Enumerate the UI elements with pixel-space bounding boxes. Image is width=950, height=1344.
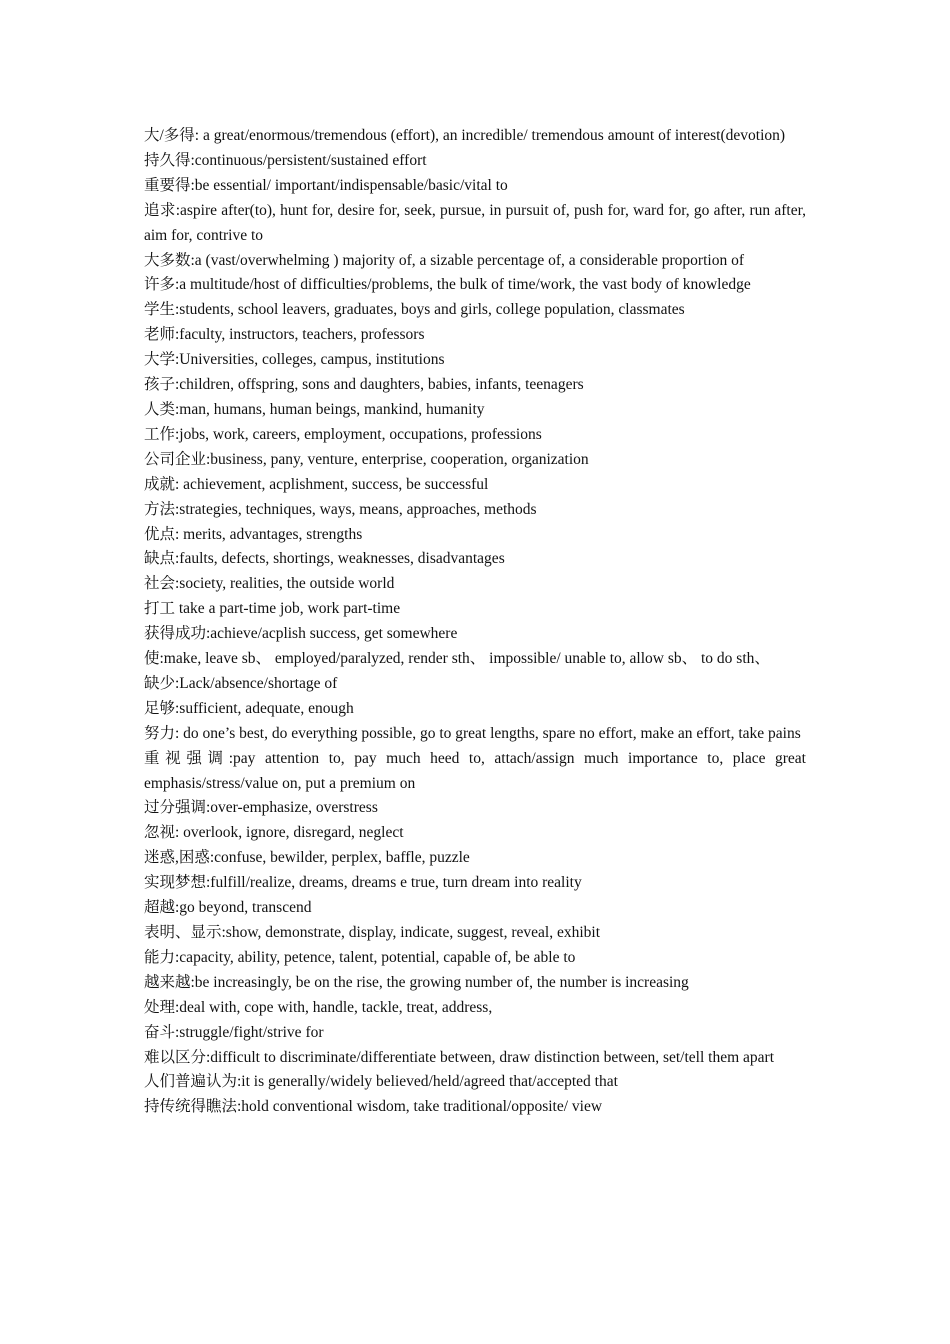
- vocab-entry: 奋斗:struggle/fight/strive for: [144, 1023, 324, 1041]
- vocab-entry: 实现梦想:fulfill/realize, dreams, dreams e true, turn dream into reality: [144, 874, 582, 892]
- vocab-entry: 人们普遍认为:it is generally/widely believed/held/agreed that/accepted that: [144, 1073, 618, 1091]
- vocabulary-list: [144, 124, 806, 1120]
- vocab-entry: 能力:capacity, ability, petence, talent, potential, capable of, be able to: [144, 948, 576, 966]
- vocab-entry: 大多数:a (vast/overwhelming ) majority of, a sizable percentage of, a considerable proportion of: [144, 251, 744, 269]
- vocab-entry: 方法:strategies, techniques, ways, means, approaches, methods: [144, 500, 537, 518]
- vocab-entry: 忽视: overlook, ignore, disregard, neglect: [144, 824, 404, 842]
- vocab-entry: 工作:jobs, work, careers, employment, occupations, professions: [144, 425, 542, 443]
- vocab-entry: 迷惑,困惑:confuse, bewilder, perplex, baffle, puzzle: [144, 849, 470, 867]
- vocab-entry: 超越:go beyond, transcend: [144, 899, 312, 917]
- vocab-entry: 缺少:Lack/absence/shortage of: [144, 674, 338, 692]
- vocab-entry: 孩子:children, offspring, sons and daughters, babies, infants, teenagers: [144, 376, 584, 394]
- vocab-entry: 许多:a multitude/host of difficulties/problems, the bulk of time/work, the vast body of knowledge: [144, 276, 751, 294]
- vocab-entry: 过分强调:over-emphasize, overstress: [144, 799, 378, 817]
- vocab-entry: 表明、显示:show, demonstrate, display, indicate, suggest, reveal, exhibit: [144, 924, 601, 941]
- vocab-entry: 成就: achievement, acplishment, success, be successful: [144, 475, 489, 493]
- vocab-entry: 优点: merits, advantages, strengths: [144, 525, 363, 543]
- vocab-entry: 老师:faculty, instructors, teachers, professors: [144, 326, 425, 344]
- vocab-entry: 重视强调:pay attention to, pay much heed to, attach/assign much importance to, place great emphasis/stress/value on, put a premium on: [144, 749, 806, 792]
- vocab-entry: 打工 take a part-time job, work part-time: [144, 600, 401, 618]
- vocab-entry: 学生:students, school leavers, graduates, boys and girls, college population, classmates: [144, 301, 685, 319]
- vocab-entry: 越来越:be increasingly, be on the rise, the growing number of, the number is increasing: [144, 973, 689, 991]
- vocab-entry: 持久得:continuous/persistent/sustained effort: [144, 151, 427, 169]
- vocab-entry: 公司企业:business, pany, venture, enterprise, cooperation, organization: [144, 450, 589, 468]
- vocab-entry: 获得成功:achieve/acplish success, get somewhere: [144, 625, 458, 643]
- vocab-entry: 足够:sufficient, adequate, enough: [144, 699, 354, 717]
- vocab-entry: 持传统得瞧法:hold conventional wisdom, take traditional/opposite/ view: [144, 1098, 603, 1116]
- vocab-entry: 处理:deal with, cope with, handle, tackle, treat, address,: [144, 998, 493, 1016]
- vocab-entry: 使:make, leave sb、 employed/paralyzed, render sth、 impossible/ unable to, allow sb、 to do sth、: [144, 650, 770, 668]
- vocab-entry: 缺点:faults, defects, shortings, weaknesses, disadvantages: [144, 550, 505, 568]
- vocab-entry: 难以区分:difficult to discriminate/differentiate between, draw distinction between, set/tell them apart: [144, 1048, 775, 1066]
- vocab-entry: 大/多得: a great/enormous/tremendous (effort), an incredible/ tremendous amount of interest(devotion): [144, 127, 786, 144]
- vocab-entry: 努力: do one’s best, do everything possible, go to great lengths, spare no effort, make an effort, take pains: [144, 724, 801, 742]
- vocab-entry: 追求:aspire after(to), hunt for, desire for, seek, pursue, in pursuit of, push for, ward for, go after, run after, aim for, contrive to: [144, 201, 806, 244]
- vocab-entry: 人类:man, humans, human beings, mankind, humanity: [144, 400, 485, 418]
- vocab-entry: 重要得:be essential/ important/indispensable/basic/vital to: [144, 176, 508, 194]
- vocab-entry: 社会:society, realities, the outside world: [144, 575, 395, 593]
- vocab-entry: 大学:Universities, colleges, campus, institutions: [144, 351, 445, 369]
